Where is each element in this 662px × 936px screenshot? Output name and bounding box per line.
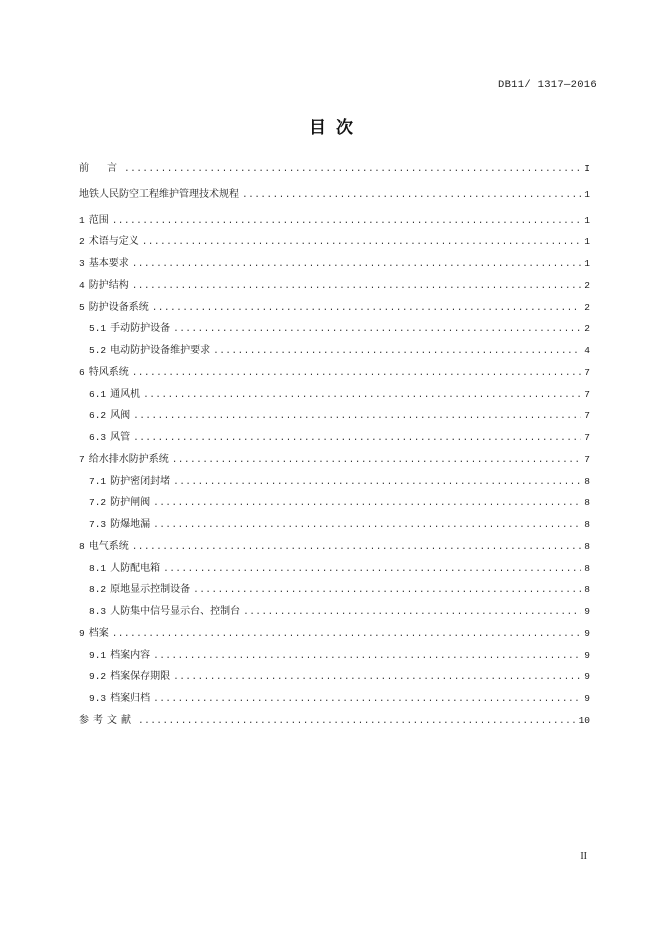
toc-entry-page: 1 <box>584 188 590 200</box>
toc-entry-page: 1 <box>584 258 590 269</box>
toc-entry-number: 7.2 <box>89 497 107 509</box>
toc-entry[interactable] <box>79 601 590 623</box>
toc-entry-page: 7 <box>584 366 590 378</box>
toc-entry[interactable] <box>79 688 590 710</box>
toc-entry-page: 8 <box>584 497 590 509</box>
dot-leader <box>153 514 581 536</box>
toc-entry-title <box>89 688 150 710</box>
toc-entry[interactable] <box>79 492 590 514</box>
toc-entry-title <box>79 449 169 471</box>
toc-entry-page: 8 <box>584 475 590 487</box>
toc-entry-label: 档案内容 <box>110 649 151 661</box>
toc-entry-number: 7.1 <box>89 475 107 487</box>
toc-entry-title <box>89 471 170 493</box>
toc-entry-label: 特风系统 <box>88 366 129 378</box>
toc-entry-label: 人防集中信号显示台、控制台 <box>110 606 241 617</box>
toc-entry[interactable] <box>79 471 590 493</box>
toc-entry-number: 5 <box>79 301 85 313</box>
toc-entry[interactable] <box>79 210 590 232</box>
toc-entry-number: 8.1 <box>89 562 107 574</box>
toc-entry-label: 给水排水防护系统 <box>88 453 169 465</box>
toc-entry-page: 8 <box>584 540 590 552</box>
toc-entry-title <box>79 184 239 206</box>
toc-entry-page: 8 <box>584 562 590 574</box>
toc-entry-label: 通风机 <box>110 388 141 400</box>
toc-entry-number: 4 <box>79 279 85 291</box>
toc-entry-page: 8 <box>584 584 590 596</box>
toc-entry-number: 9 <box>79 627 85 639</box>
dot-leader <box>173 666 581 688</box>
toc-entry-label: 档案保存期限 <box>110 671 171 683</box>
toc-entry-number: 5.1 <box>89 323 107 335</box>
toc-entry-title <box>89 666 170 688</box>
toc-entry-number: 3 <box>79 258 85 269</box>
toc-entry[interactable] <box>79 297 590 319</box>
toc-entry-title <box>79 623 109 645</box>
toc-entry-page: 9 <box>584 627 590 639</box>
toc-entry-label: 风管 <box>110 432 131 443</box>
toc-entry-page: 9 <box>584 606 590 617</box>
toc-entry-page: 1 <box>584 214 590 226</box>
toc-entry-page: 2 <box>584 301 590 313</box>
toc-entry[interactable] <box>79 427 590 449</box>
toc-entry-page: 7 <box>584 410 590 422</box>
toc-entry[interactable] <box>79 318 590 340</box>
toc-entry-label: 范围 <box>88 214 109 226</box>
toc-entry-number: 7.3 <box>89 519 107 530</box>
toc-entry-page: 1 <box>584 236 590 248</box>
toc-entry-label: 前 言 <box>79 163 121 174</box>
toc-entry-title <box>89 645 150 667</box>
toc-entry-title <box>89 340 210 362</box>
toc-entry-page: 9 <box>584 693 590 704</box>
dot-leader <box>133 405 581 427</box>
toc-entry-page: 7 <box>584 388 590 400</box>
toc-entry-page: 8 <box>584 519 590 530</box>
toc-entry-title <box>89 318 170 340</box>
toc-entry-label: 档案 <box>88 627 109 639</box>
toc-entry-title <box>79 158 121 180</box>
toc-entry[interactable] <box>79 623 590 645</box>
table-of-contents <box>79 158 590 732</box>
toc-entry-label: 术语与定义 <box>88 236 139 248</box>
toc-entry-number: 8.2 <box>89 584 107 596</box>
dot-leader <box>132 275 582 297</box>
toc-entry-title <box>89 601 240 623</box>
toc-entry-label: 地铁人民防空工程维护管理技术规程 <box>79 188 239 200</box>
page-number: II <box>580 851 587 862</box>
toc-entry-page: 10 <box>578 714 590 726</box>
dot-leader <box>112 210 582 232</box>
toc-entry-label: 防护结构 <box>88 279 129 291</box>
toc-entry-number: 9.1 <box>89 649 107 661</box>
dot-leader <box>152 297 582 319</box>
toc-entry-number: 6.3 <box>89 432 107 443</box>
toc-entry-page: I <box>584 163 590 174</box>
dot-leader <box>143 384 581 406</box>
toc-entry-label: 防护闸阀 <box>110 497 151 509</box>
dot-leader <box>142 231 582 253</box>
toc-entry-label: 防护设备系统 <box>88 301 149 313</box>
dot-leader <box>242 184 581 206</box>
toc-entry[interactable] <box>79 579 590 601</box>
dot-leader <box>133 427 581 449</box>
toc-entry-label: 档案归档 <box>110 693 151 704</box>
toc-entry-title <box>89 405 130 427</box>
toc-entry-title <box>89 558 160 580</box>
dot-leader <box>193 579 581 601</box>
toc-entry-label: 风阀 <box>110 410 131 422</box>
toc-entry[interactable] <box>79 184 590 206</box>
toc-entry-page: 2 <box>584 323 590 335</box>
toc-entry-page: 9 <box>584 671 590 683</box>
toc-entry-page: 4 <box>584 345 590 356</box>
dot-leader <box>132 536 582 558</box>
toc-entry-title <box>89 492 150 514</box>
dot-leader <box>153 645 581 667</box>
toc-entry[interactable] <box>79 340 590 362</box>
toc-entry[interactable] <box>79 536 590 558</box>
toc-entry-title <box>79 297 149 319</box>
toc-entry[interactable] <box>79 253 590 275</box>
toc-entry[interactable] <box>79 558 590 580</box>
toc-entry[interactable] <box>79 645 590 667</box>
toc-entry-title <box>89 384 140 406</box>
dot-leader <box>213 340 581 362</box>
toc-entry-title <box>79 253 129 275</box>
toc-entry[interactable] <box>79 710 590 732</box>
toc-entry[interactable] <box>79 231 590 253</box>
dot-leader <box>173 471 581 493</box>
toc-entry-title <box>79 362 129 384</box>
toc-entry-label: 基本要求 <box>88 258 129 269</box>
page-title: 目次 <box>309 118 363 138</box>
toc-entry-number: 6.1 <box>89 388 107 400</box>
toc-entry[interactable] <box>79 384 590 406</box>
toc-entry-label: 人防配电箱 <box>110 562 161 574</box>
dot-leader <box>243 601 581 623</box>
toc-entry[interactable] <box>79 405 590 427</box>
toc-entry-title <box>79 536 129 558</box>
toc-entry-number: 2 <box>79 236 85 248</box>
toc-entry-label: 原地显示控制设备 <box>110 584 191 596</box>
toc-entry-number: 1 <box>79 214 85 226</box>
toc-entry-label: 防爆地漏 <box>110 519 151 530</box>
toc-entry-number: 5.2 <box>89 345 107 356</box>
toc-entry-page: 7 <box>584 453 590 465</box>
dot-leader <box>153 688 581 710</box>
document-code: DB11/ 1317—2016 <box>497 79 597 91</box>
dot-leader <box>138 710 576 732</box>
toc-entry-number: 8 <box>79 540 85 552</box>
toc-entry-title <box>89 514 150 536</box>
toc-entry-number: 6.2 <box>89 410 107 422</box>
toc-entry-label: 参考文献 <box>79 714 135 726</box>
toc-entry[interactable] <box>79 362 590 384</box>
dot-leader <box>173 318 581 340</box>
dot-leader <box>124 158 581 180</box>
dot-leader <box>132 362 582 384</box>
toc-entry-page: 7 <box>584 432 590 443</box>
toc-entry-label: 防护密闭封堵 <box>110 475 171 487</box>
toc-entry-page: 9 <box>584 649 590 661</box>
toc-entry[interactable] <box>79 158 590 180</box>
toc-entry-number: 6 <box>79 366 85 378</box>
toc-entry-number: 9.2 <box>89 671 107 683</box>
toc-entry[interactable] <box>79 666 590 688</box>
toc-entry-number: 9.3 <box>89 693 107 704</box>
toc-entry-label: 电气系统 <box>88 540 129 552</box>
toc-entry-title <box>89 579 190 601</box>
dot-leader <box>163 558 581 580</box>
toc-entry[interactable] <box>79 449 590 471</box>
toc-entry-label: 电动防护设备维护要求 <box>110 345 211 356</box>
toc-entry-title <box>79 231 139 253</box>
dot-leader <box>153 492 581 514</box>
toc-entry-number: 8.3 <box>89 606 107 617</box>
dot-leader <box>172 449 582 471</box>
toc-entry-title <box>89 427 130 449</box>
toc-entry-title <box>79 210 109 232</box>
toc-entry[interactable] <box>79 514 590 536</box>
toc-entry-title <box>79 710 135 732</box>
toc-entry-page: 2 <box>584 279 590 291</box>
toc-entry-title <box>79 275 129 297</box>
dot-leader <box>132 253 582 275</box>
toc-entry-number: 7 <box>79 453 85 465</box>
toc-entry-label: 手动防护设备 <box>110 323 171 335</box>
dot-leader <box>112 623 582 645</box>
toc-entry[interactable] <box>79 275 590 297</box>
